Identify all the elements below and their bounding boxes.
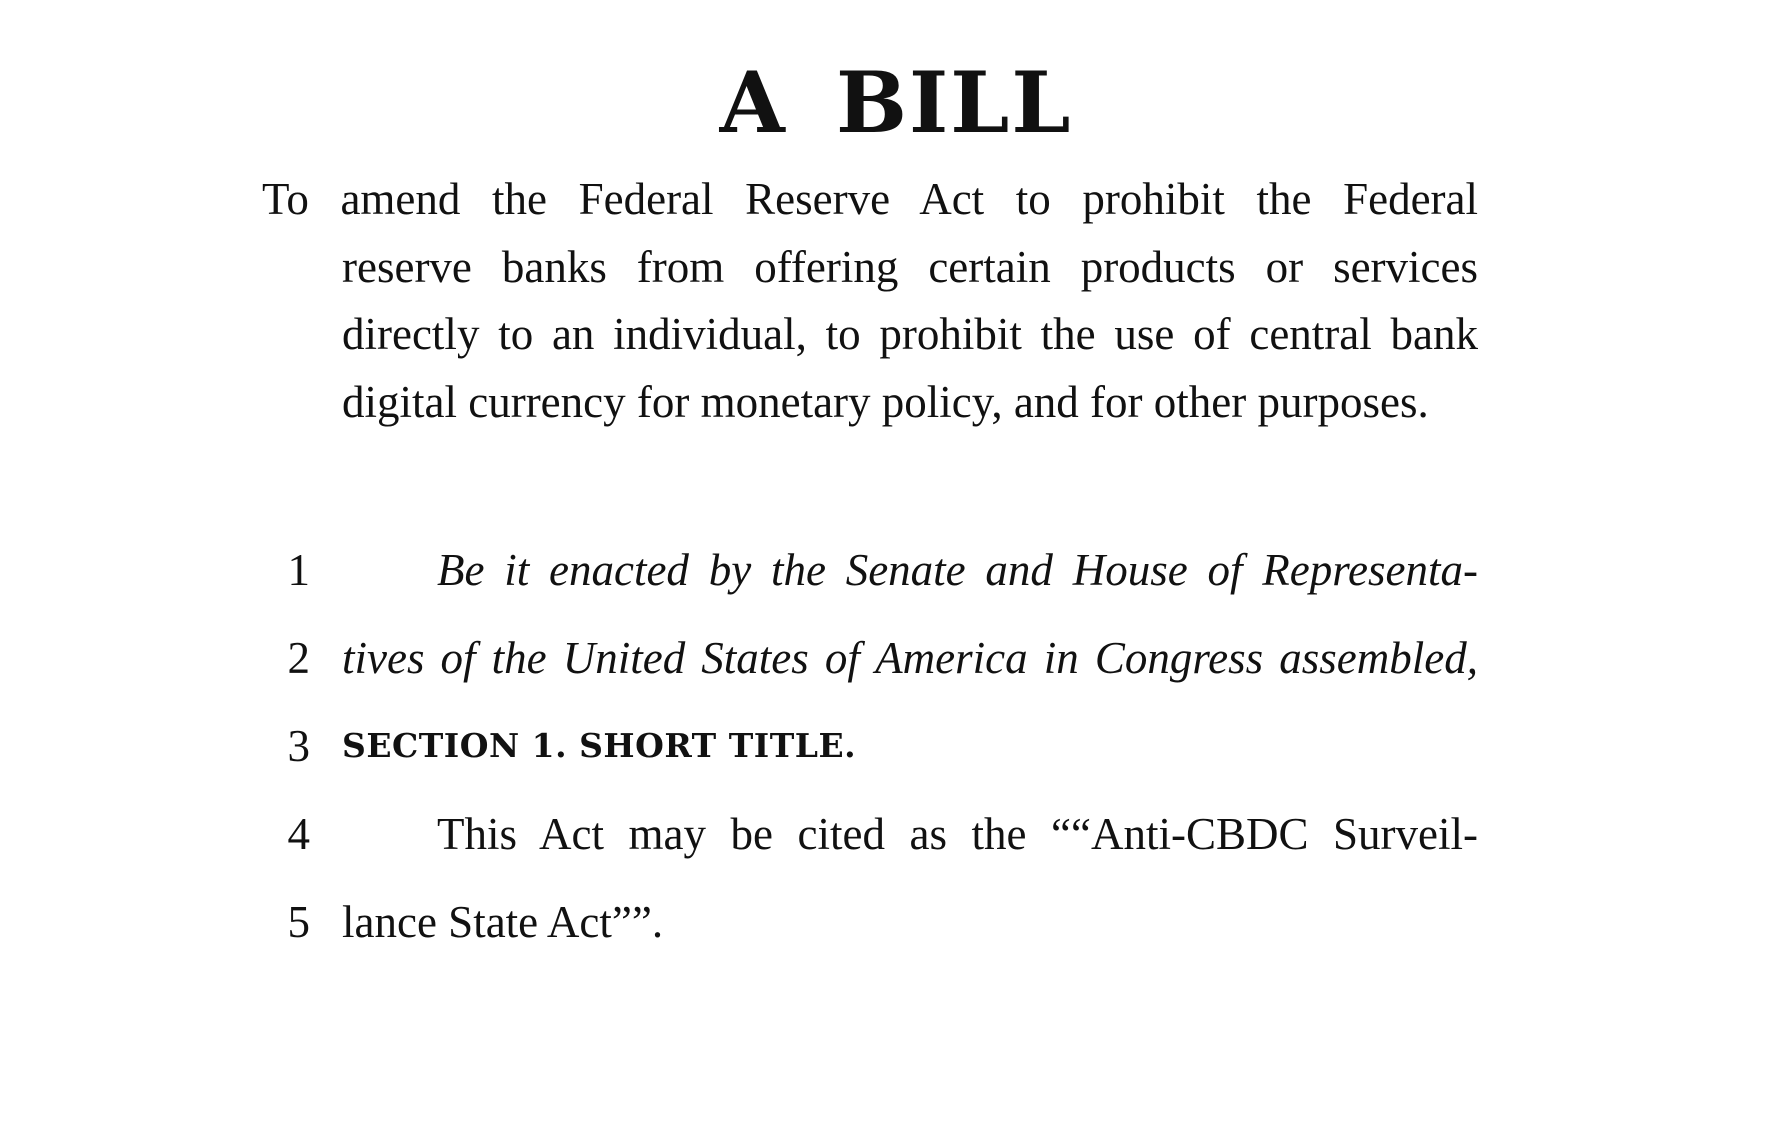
bill-line-3 (0, 716, 1792, 776)
line-number: 4 (287, 809, 310, 859)
short-title-line: lance State Act””. (342, 897, 664, 947)
bill-purpose (262, 166, 1478, 436)
section-heading: SECTION 1. SHORT TITLE. (342, 726, 857, 765)
bill-line-2 (0, 628, 1792, 688)
purpose-first-line: To amend the Federal Reserve Act to prohibit the Federal (262, 174, 1478, 224)
line-number: 3 (287, 721, 310, 771)
enacting-clause-line: tives of the United States of America in Congress assembled, (342, 633, 1478, 683)
bill-line-1 (0, 540, 1792, 600)
bill-line-4 (0, 804, 1792, 864)
line-number: 1 (287, 545, 310, 595)
line-number: 5 (287, 897, 310, 947)
bill-heading: A BILL (719, 53, 1073, 152)
enacting-clause-line: Be it enacted by the Senate and House of Representa- (437, 545, 1478, 595)
purpose-continuation: reserve banks from offering certain products or services directly to an individual, to prohibit the use of central bank digital currency for monetary policy, and for other purposes. (342, 241, 1478, 427)
bill-line-5 (0, 892, 1792, 952)
short-title-line: This Act may be cited as the ““Anti-CBDC Surveil- (437, 809, 1478, 859)
line-number: 2 (287, 633, 310, 683)
